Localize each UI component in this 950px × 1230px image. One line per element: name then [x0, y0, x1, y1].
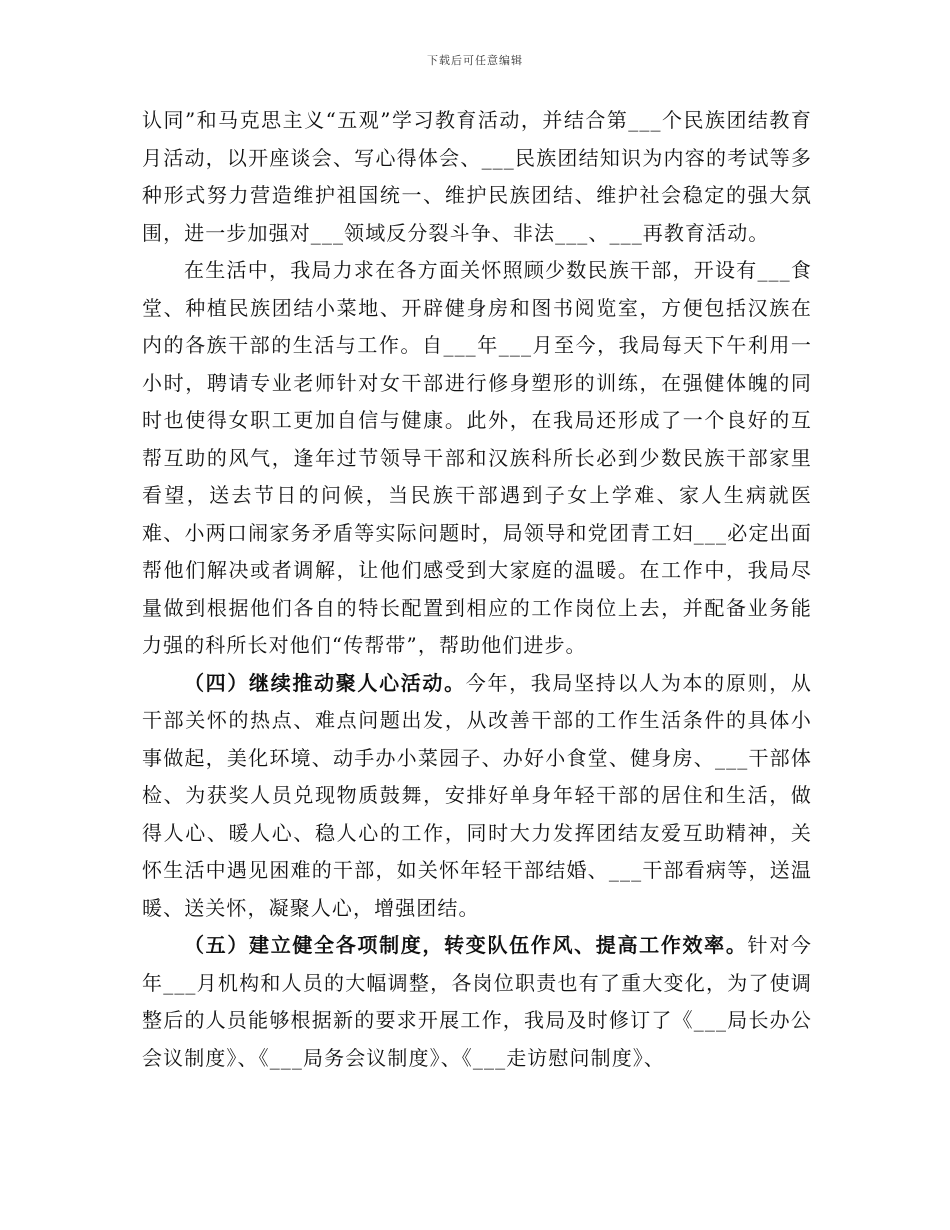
paragraph-section-five	[142, 927, 812, 1077]
section-heading: （五）建立健全各项制度，转变队伍作风、提高工作效率。	[184, 933, 748, 957]
paragraph-text: 认同”和马克思主义“五观”学习教育活动，并结合第___个民族团结教育月活动，以开座谈会、写心得体会、___民族团结知识为内容的考试等多种形式努力营造维护祖国统一、维护民族团结、维护社会稳定的强大氛围，进一步加强对___领域反分裂斗争、非法___、___再教育活动。	[142, 108, 812, 245]
document-body	[142, 102, 812, 1077]
paragraph-text: 今年，我局坚持以人为本的原则，从干部关怀的热点、难点问题出发，从改善干部的工作生活条件的具体小事做起，美化环境、动手办小菜园子、办好小食堂、健身房、___干部体检、为获奖人员兑现物质鼓舞，安排好单身年轻干部的居住和生活，做得人心、暖人心、稳人心的工作，同时大力发挥团结友爱互助精神，关怀生活中遇见困难的干部，如关怀年轻干部结婚、___干部看病等，送温暖、送关怀，凝聚人心，增强团结。	[142, 670, 812, 920]
paragraph-text: 针对今年___月机构和人员的大幅调整，各岗位职责也有了重大变化，为了使调整后的人员能够根据新的要求开展工作，我局及时修订了《___局长办公会议制度》、《___局务会议制度》、《___走访慰问制度》、	[142, 933, 812, 1070]
paragraph-text: 在生活中，我局力求在各方面关怀照顾少数民族干部，开设有___食堂、种植民族团结小菜地、开辟健身房和图书阅览室，方便包括汉族在内的各族干部的生活与工作。自___年___月至今，我局每天下午利用一小时，聘请专业老师针对女干部进行修身塑形的训练，在强健体魄的同时也使得女职工更加自信与健康。此外，在我局还形成了一个良好的互帮互助的风气，逢年过节领导干部和汉族科所长必到少数民族干部家里看望，送去节日的问候，当民族干部遇到子女上学难、家人生病就医难、小两口闹家务矛盾等实际问题时，局领导和党团青工妇___必定出面帮他们解决或者调解，让他们感受到大家庭的温暖。在工作中，我局尽量做到根据他们各自的特长配置到相应的工作岗位上去，并配备业务能力强的科所长对他们“传帮带”，帮助他们进步。	[142, 258, 812, 657]
page-header: 下载后可任意编辑	[427, 54, 523, 67]
section-heading: （四）继续推动聚人心活动。	[184, 670, 466, 695]
paragraph-section-four	[142, 665, 812, 928]
paragraph-life-care	[142, 252, 812, 665]
paragraph-continuation	[142, 102, 812, 252]
